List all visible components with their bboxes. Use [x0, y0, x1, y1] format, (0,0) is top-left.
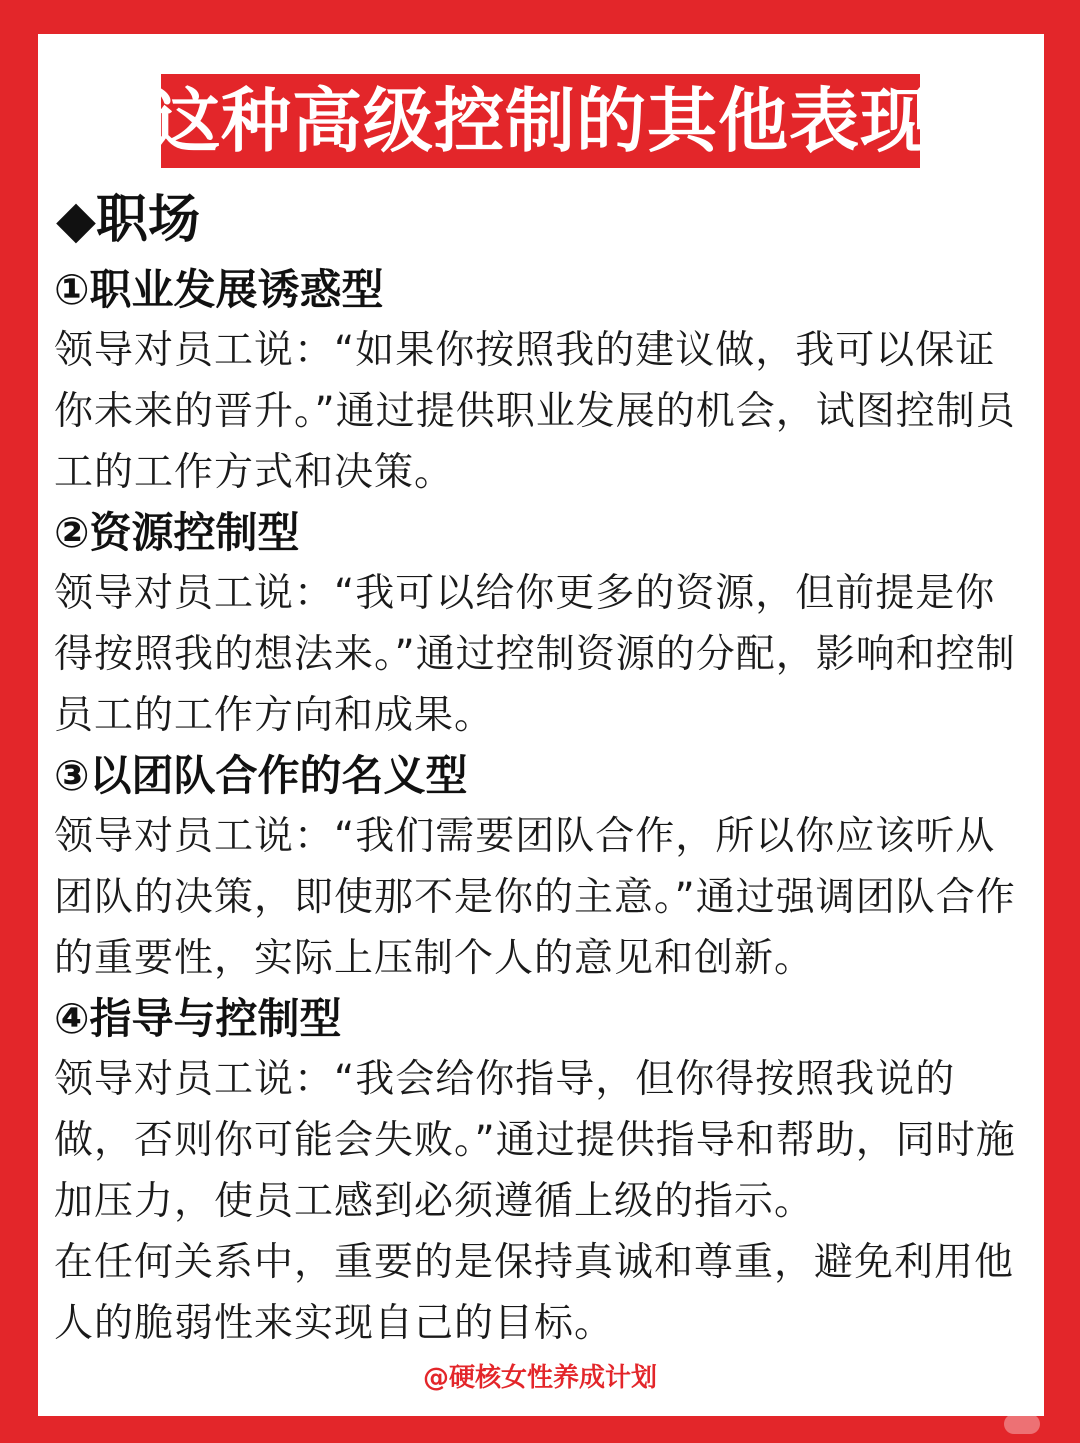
item-heading: ④指导与控制型 — [54, 994, 342, 1043]
item-body: 领导对员工说：“我们需要团队合作，所以你应该听从团队的决策，即使那不是你的主意。”通过强调团队合作的重要性，实际上压制个人的意见和创新。 — [54, 814, 1016, 981]
section-heading: ◆职场 — [56, 190, 200, 250]
list-item — [54, 746, 1030, 989]
item-body: 领导对员工说：“我可以给你更多的资源，但前提是你得按照我的想法来。”通过控制资源的分配，影响和控制员工的工作方向和成果。 — [54, 571, 1016, 738]
content-list — [54, 260, 1030, 1354]
author-handle: @硬核女性养成计划 — [422, 1363, 657, 1393]
item-heading: ①职业发展诱惑型 — [54, 265, 384, 314]
watermark-badge — [1004, 1414, 1040, 1434]
title-banner — [150, 74, 931, 168]
page-title: 这种高级控制的其他表现 — [150, 80, 931, 162]
item-heading: ③以团队合作的名义型 — [54, 751, 468, 800]
item-body: 领导对员工说：“如果你按照我的建议做，我可以保证你未来的晋升。”通过提供职业发展的机会，试图控制员工的工作方式和决策。 — [54, 328, 1016, 495]
item-body: 领导对员工说：“我会给你指导，但你得按照我说的做，否则你可能会失败。”通过提供指导和帮助，同时施加压力，使员工感到必须遵循上级的指示。 — [54, 1057, 1016, 1224]
conclusion-text: 在任何关系中，重要的是保持真诚和尊重，避免利用他人的脆弱性来实现自己的目标。 — [54, 1240, 1015, 1346]
item-heading: ②资源控制型 — [54, 508, 300, 557]
list-item — [54, 260, 1030, 503]
list-item — [54, 503, 1030, 746]
list-item — [54, 989, 1030, 1232]
